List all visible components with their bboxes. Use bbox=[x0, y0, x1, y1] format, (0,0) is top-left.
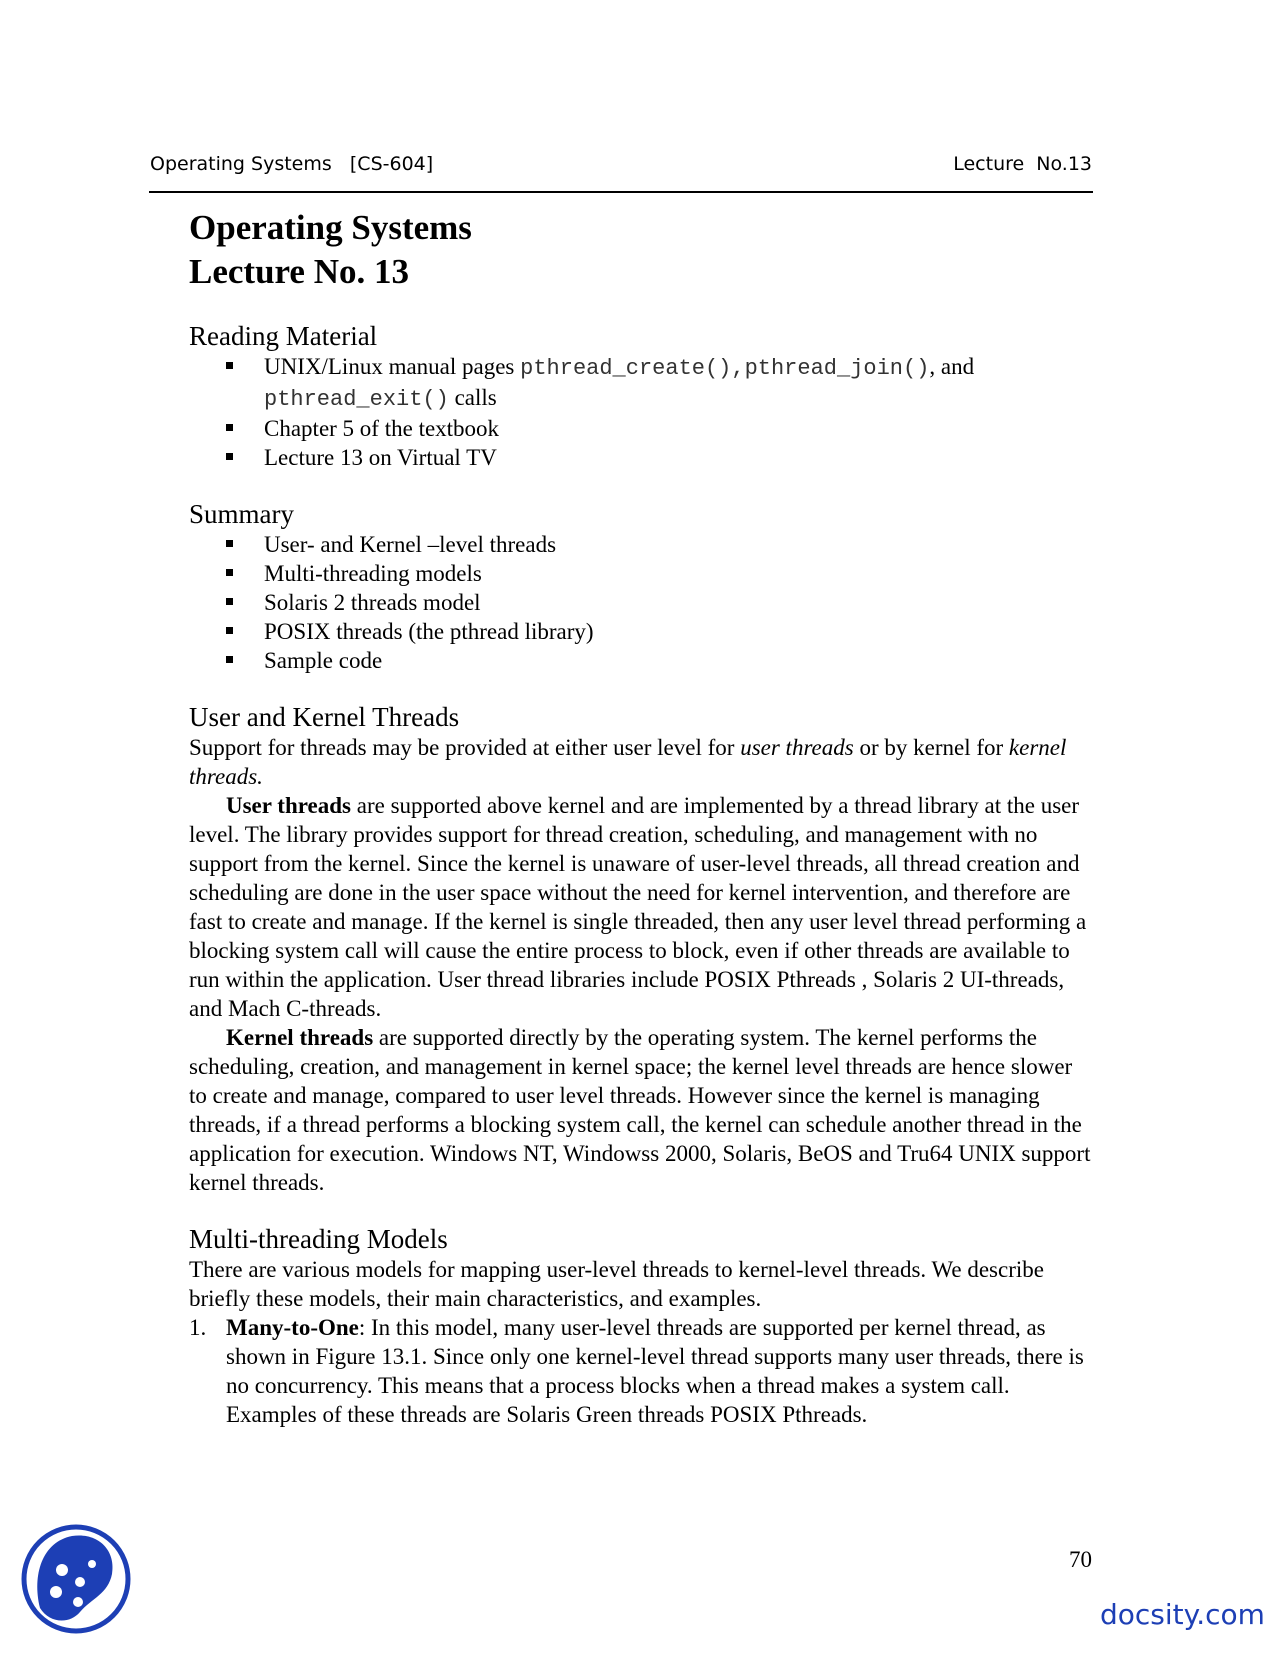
models-intro-paragraph: There are various models for mapping user-level threads to kernel-level threads. We describe briefly these models, their main characteristics, and examples. bbox=[189, 1257, 1044, 1311]
item-number: 1. bbox=[189, 1315, 207, 1340]
list-item: UNIX/Linux manual pages pthread_create(),pthread_join(), and pthread_exit() calls bbox=[189, 352, 1094, 414]
summary-heading: Summary bbox=[189, 499, 294, 529]
bullet-square-icon bbox=[226, 656, 233, 663]
bullet-square-icon bbox=[226, 453, 233, 460]
header-rule bbox=[149, 191, 1093, 193]
title-line-1: Operating Systems bbox=[189, 208, 472, 247]
docsity-logo-icon bbox=[20, 1520, 132, 1638]
user-threads-paragraph: User threads are supported above kernel and are implemented by a thread library at the user level. The library provides support for thread creation, scheduling, and management with no support from the kernel. Since the kernel is unaware of user-level threads, all thread creation and scheduling are done in the user space without the need for kernel intervention, and therefore are fast to create and manage. If the kernel is single threaded, then any user level thread performing a blocking system call will cause the entire process to block, even if other threads are available to run within the application. User thread libraries include POSIX Pthreads , Solaris 2 UI-threads, and Mach C-threads. bbox=[189, 793, 1087, 1021]
list-item: Chapter 5 of the textbook bbox=[189, 414, 1094, 443]
bullet-square-icon bbox=[226, 540, 233, 547]
bullet-square-icon bbox=[226, 424, 233, 431]
bullet-square-icon bbox=[226, 627, 233, 634]
document-title bbox=[189, 206, 1094, 294]
reading-heading: Reading Material bbox=[189, 321, 378, 351]
list-item: User- and Kernel –level threads bbox=[189, 530, 1094, 559]
code-pthread-exit: pthread_exit() bbox=[264, 387, 449, 412]
reading-list bbox=[189, 352, 1094, 472]
page-content bbox=[189, 206, 1094, 1429]
list-item: POSIX threads (the pthread library) bbox=[189, 617, 1094, 646]
summary-list bbox=[189, 530, 1094, 675]
list-item: Multi-threading models bbox=[189, 559, 1094, 588]
bullet-square-icon bbox=[226, 569, 233, 576]
multithreading-models-heading: Multi-threading Models bbox=[189, 1224, 448, 1254]
page-number: 70 bbox=[1069, 1547, 1092, 1572]
list-item: 1. Many-to-One: In this model, many user-level threads are supported per kernel thread, as shown in Figure 13.1. Since only one kernel-level thread supports many user threads, there is no concurrency. This means that a process blocks when a thread makes a system call. Examples of these threads are Solaris Green threads POSIX Pthreads. bbox=[189, 1315, 1084, 1427]
bullet-square-icon bbox=[226, 362, 233, 369]
header-course: Operating Systems [CS-604] bbox=[150, 153, 434, 175]
code-pthread-create-join: pthread_create(),pthread_join() bbox=[520, 356, 930, 381]
running-header bbox=[150, 153, 1092, 175]
kernel-threads-paragraph: Kernel threads are supported directly by the operating system. The kernel performs the scheduling, creation, and management in kernel space; the kernel level threads are hence slower to create and manage, compared to user level threads. However since the kernel is managing threads, if a thread performs a blocking system call, the kernel can schedule another thread in the application for execution. Windows NT, Windowss 2000, Solaris, BeOS and Tru64 UNIX support kernel threads. bbox=[189, 1025, 1091, 1195]
bullet-square-icon bbox=[226, 598, 233, 605]
header-lecture: Lecture No.13 bbox=[953, 153, 1092, 175]
threads-intro-paragraph: Support for threads may be provided at either user level for user threads or by kernel for kernel threads. bbox=[189, 735, 1067, 789]
list-item: Solaris 2 threads model bbox=[189, 588, 1094, 617]
user-kernel-threads-heading: User and Kernel Threads bbox=[189, 702, 460, 732]
list-item: Lecture 13 on Virtual TV bbox=[189, 443, 1094, 472]
title-line-2: Lecture No. 13 bbox=[189, 252, 409, 291]
docsity-brand-link[interactable]: docsity.com bbox=[1100, 1598, 1265, 1631]
list-item: Sample code bbox=[189, 646, 1094, 675]
